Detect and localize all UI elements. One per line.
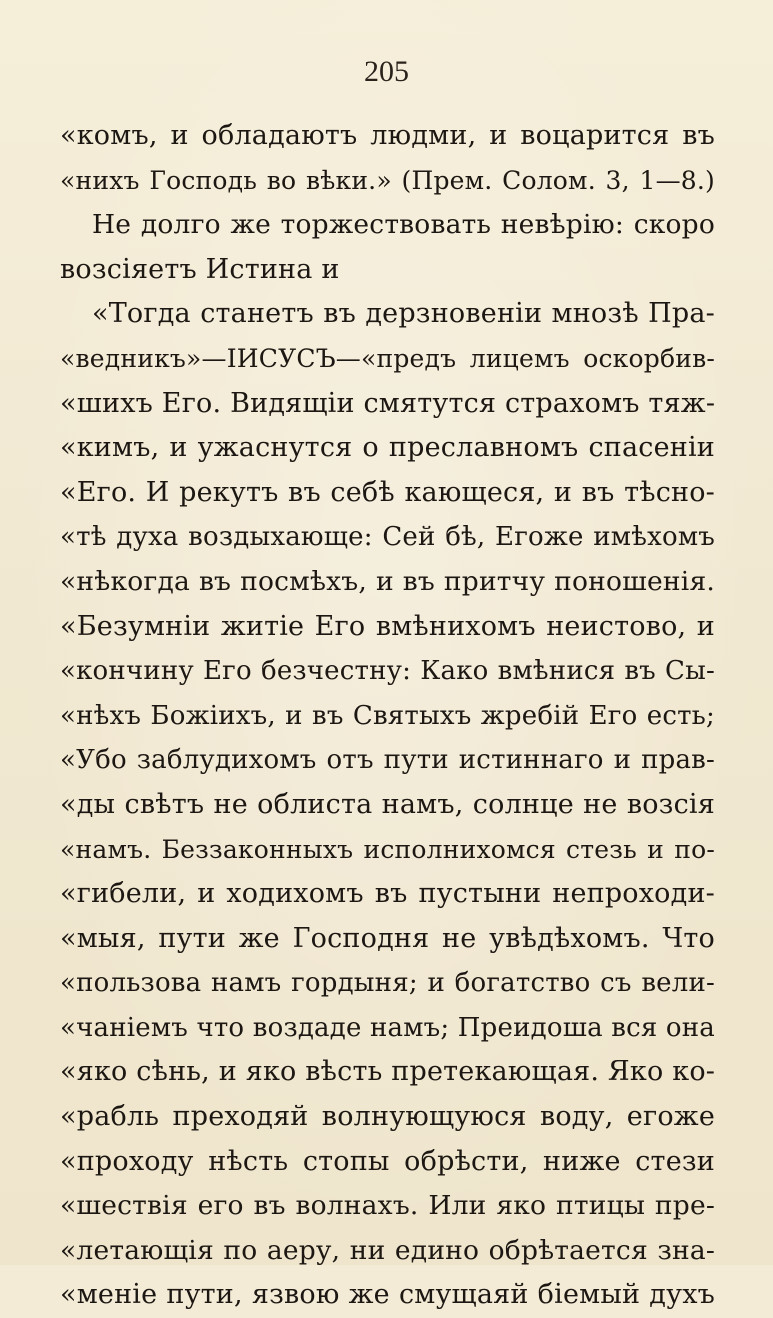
page-number: 205 <box>364 55 409 88</box>
text-line: «кимъ, и ужаснутся о преславномъ спасеніи <box>60 432 715 464</box>
text-line: «чаніемъ что воздаде намъ; Преидоша вся она <box>60 1012 715 1043</box>
text-line: возсіяетъ Истина и <box>60 253 340 285</box>
text-line: «мыя, пути же Господня не увѣдѣхомъ. Что <box>60 922 715 954</box>
text-line: «рабль преходяй волнующуюся воду, егоже <box>60 1101 715 1133</box>
text-line: «летающія по аеру, ни едино обрѣтается зна- <box>60 1234 715 1266</box>
page-body-text <box>60 114 715 1318</box>
text-line: «проходу нѣсть стопы обрѣсти, ниже стези <box>60 1145 715 1177</box>
text-line: «нѣхъ Божіихъ, и въ Святыхъ жребій Его есть; <box>60 700 715 731</box>
text-line: «нѣкогда въ посмѣхъ, и въ притчу поношенія. <box>60 565 715 597</box>
text-line: «нихъ Господь во вѣки.» (Прем. Солом. 3, 1—8.) <box>60 165 715 195</box>
text-line: «тѣ духа воздыхающе: Сей бѣ, Егоже имѣхомъ <box>60 522 715 553</box>
text-line: «ды свѣтъ не облиста намъ, солнце не возсія <box>60 788 715 820</box>
text-line: «ведникъ»—ІИСУСЪ—«предъ лицемъ оскорбив- <box>60 343 715 373</box>
text-line: «кончину Его безчестну: Како вмѣнися въ Сы- <box>60 656 715 687</box>
text-line: «Тогда станетъ въ дерзновеніи мнозѣ Пра- <box>92 298 715 330</box>
text-line: «Безумніи житіе Его вмѣнихомъ неистово, и <box>60 610 715 642</box>
text-line: «шествія его въ волнахъ. Или яко птицы пре- <box>60 1190 715 1222</box>
text-line: Не долго же торжествовать невѣрію: скоро <box>92 209 715 241</box>
text-line: «Убо заблудихомъ отъ пути истиннаго и прав- <box>60 745 715 776</box>
text-line: «намъ. Беззаконныхъ исполнихомся стезь и по- <box>60 834 715 864</box>
text-line: «пользова намъ гордыня; и богатство съ вели- <box>60 968 715 999</box>
text-line: «гибели, и ходихомъ въ пустыни непроходи- <box>60 878 715 910</box>
text-line: «Его. И рекутъ въ себѣ кающеся, и въ тѣсно- <box>60 476 715 508</box>
text-line: «меніе пути, язвою же смущаяй біемый духъ <box>60 1279 715 1311</box>
text-line: «комъ, и обладаютъ людми, и воцарится въ <box>60 120 715 151</box>
text-line: «шихъ Его. Видящіи смятутся страхомъ тяж- <box>60 387 715 419</box>
text-line: «яко сѣнь, и яко вѣсть претекающая. Яко ко- <box>60 1056 715 1088</box>
